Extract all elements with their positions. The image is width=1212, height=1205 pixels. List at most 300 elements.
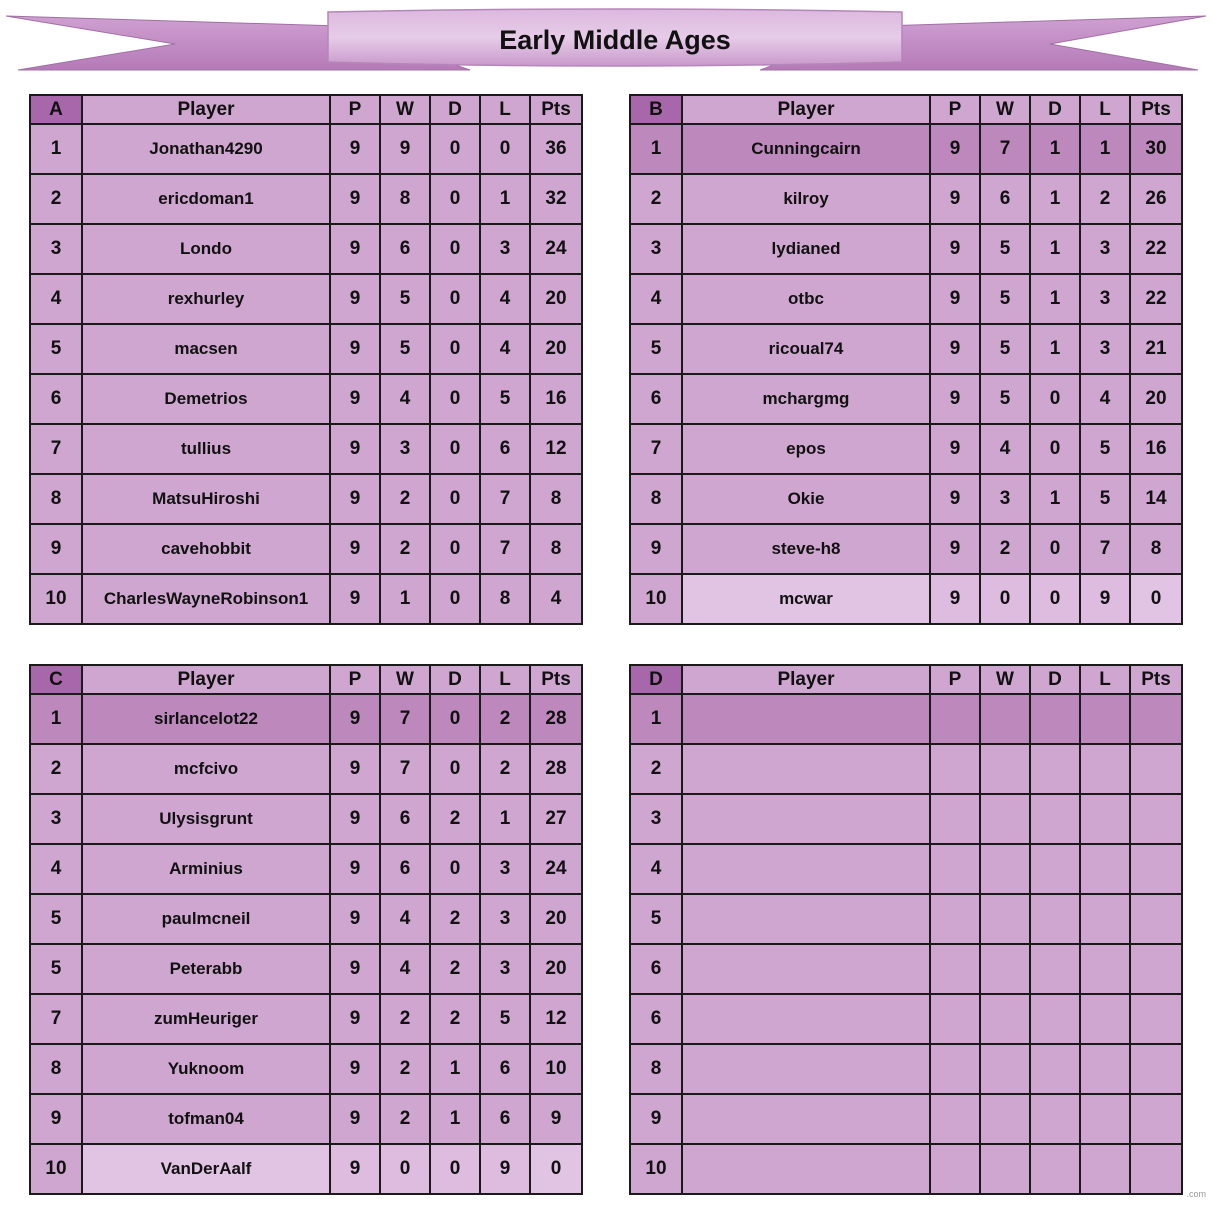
l-cell: 8 (480, 574, 530, 624)
d-cell (1030, 844, 1080, 894)
column-header-player: Player (682, 665, 930, 694)
d-cell: 1 (1030, 174, 1080, 224)
pts-cell: 10 (530, 1044, 582, 1094)
pts-cell: 28 (530, 744, 582, 794)
player-name-cell (682, 844, 930, 894)
position-cell: 8 (630, 474, 682, 524)
position-cell: 2 (30, 744, 82, 794)
pts-cell: 16 (1130, 424, 1182, 474)
l-cell (1080, 894, 1130, 944)
w-cell: 2 (380, 474, 430, 524)
position-cell: 2 (630, 744, 682, 794)
table-row (30, 1094, 582, 1144)
pts-cell: 0 (530, 1144, 582, 1194)
position-cell: 7 (630, 424, 682, 474)
table-row (630, 1094, 1182, 1144)
l-cell: 4 (480, 274, 530, 324)
p-cell: 9 (330, 844, 380, 894)
player-name-cell: Cunningcairn (682, 124, 930, 174)
player-name-cell: mchargmg (682, 374, 930, 424)
d-cell: 0 (430, 274, 480, 324)
table-row (630, 694, 1182, 744)
p-cell: 9 (330, 324, 380, 374)
position-cell: 2 (630, 174, 682, 224)
column-header-l: L (1080, 95, 1130, 124)
player-name-cell (682, 894, 930, 944)
column-header-player: Player (682, 95, 930, 124)
pts-cell (1130, 1044, 1182, 1094)
position-cell: 6 (630, 374, 682, 424)
w-cell (980, 1044, 1030, 1094)
d-cell: 0 (1030, 374, 1080, 424)
table-row (30, 574, 582, 624)
group-letter: D (630, 665, 682, 694)
d-cell: 0 (430, 424, 480, 474)
w-cell (980, 744, 1030, 794)
pts-cell: 20 (530, 274, 582, 324)
position-cell: 2 (30, 174, 82, 224)
column-header-pts: Pts (1130, 95, 1182, 124)
d-cell: 0 (430, 694, 480, 744)
pts-cell: 22 (1130, 224, 1182, 274)
w-cell: 3 (380, 424, 430, 474)
w-cell: 4 (380, 894, 430, 944)
table-row (30, 224, 582, 274)
p-cell: 9 (930, 174, 980, 224)
player-name-cell: mcwar (682, 574, 930, 624)
group-a-table (29, 94, 583, 625)
table-row (630, 1144, 1182, 1194)
p-cell (930, 1144, 980, 1194)
p-cell: 9 (930, 374, 980, 424)
l-cell: 3 (1080, 224, 1130, 274)
d-cell: 1 (1030, 224, 1080, 274)
player-name-cell: tofman04 (82, 1094, 330, 1144)
l-cell: 1 (1080, 124, 1130, 174)
pts-cell: 8 (530, 474, 582, 524)
pts-cell (1130, 694, 1182, 744)
p-cell: 9 (930, 274, 980, 324)
w-cell: 2 (380, 524, 430, 574)
l-cell: 2 (480, 744, 530, 794)
table-row (630, 224, 1182, 274)
column-header-pts: Pts (1130, 665, 1182, 694)
position-cell: 10 (630, 1144, 682, 1194)
pts-cell (1130, 1094, 1182, 1144)
column-header-p: P (330, 665, 380, 694)
d-cell (1030, 994, 1080, 1044)
d-cell (1030, 744, 1080, 794)
position-cell: 10 (30, 574, 82, 624)
d-cell: 0 (430, 324, 480, 374)
table-row (630, 994, 1182, 1044)
position-cell: 9 (30, 524, 82, 574)
position-cell: 5 (30, 944, 82, 994)
l-cell: 0 (480, 124, 530, 174)
table-row (630, 324, 1182, 374)
p-cell (930, 994, 980, 1044)
position-cell: 5 (30, 894, 82, 944)
position-cell: 8 (30, 1044, 82, 1094)
table-row (30, 424, 582, 474)
player-name-cell (682, 1094, 930, 1144)
column-header-pts: Pts (530, 665, 582, 694)
d-cell (1030, 1044, 1080, 1094)
d-cell: 0 (430, 374, 480, 424)
player-name-cell (682, 1044, 930, 1094)
pts-cell: 8 (1130, 524, 1182, 574)
table-row (630, 474, 1182, 524)
player-name-cell (682, 1144, 930, 1194)
l-cell: 3 (1080, 324, 1130, 374)
p-cell: 9 (330, 224, 380, 274)
p-cell (930, 894, 980, 944)
table-row (630, 944, 1182, 994)
column-header-l: L (480, 95, 530, 124)
pts-cell: 16 (530, 374, 582, 424)
p-cell: 9 (930, 124, 980, 174)
column-header-p: P (930, 665, 980, 694)
player-name-cell (682, 994, 930, 1044)
column-header-w: W (980, 95, 1030, 124)
d-cell (1030, 1144, 1080, 1194)
d-cell (1030, 1094, 1080, 1144)
l-cell: 5 (480, 374, 530, 424)
p-cell (930, 744, 980, 794)
position-cell: 8 (30, 474, 82, 524)
d-cell: 0 (430, 524, 480, 574)
d-cell (1030, 794, 1080, 844)
table-header-row (630, 95, 1182, 124)
pts-cell: 24 (530, 224, 582, 274)
column-header-p: P (330, 95, 380, 124)
position-cell: 1 (630, 124, 682, 174)
p-cell (930, 694, 980, 744)
w-cell (980, 944, 1030, 994)
table-row (630, 894, 1182, 944)
p-cell: 9 (330, 794, 380, 844)
position-cell: 6 (30, 374, 82, 424)
player-name-cell (682, 744, 930, 794)
w-cell: 7 (380, 694, 430, 744)
l-cell (1080, 944, 1130, 994)
position-cell: 10 (630, 574, 682, 624)
w-cell (980, 994, 1030, 1044)
w-cell: 4 (980, 424, 1030, 474)
player-name-cell: Londo (82, 224, 330, 274)
d-cell: 2 (430, 994, 480, 1044)
l-cell: 7 (480, 524, 530, 574)
w-cell: 5 (980, 324, 1030, 374)
p-cell: 9 (330, 1094, 380, 1144)
l-cell: 5 (1080, 474, 1130, 524)
pts-cell: 26 (1130, 174, 1182, 224)
l-cell: 5 (480, 994, 530, 1044)
p-cell: 9 (330, 424, 380, 474)
pts-cell (1130, 744, 1182, 794)
table-row (30, 474, 582, 524)
pts-cell (1130, 994, 1182, 1044)
player-name-cell: Jonathan4290 (82, 124, 330, 174)
l-cell: 3 (480, 844, 530, 894)
table-row (30, 944, 582, 994)
p-cell: 9 (330, 894, 380, 944)
l-cell: 7 (1080, 524, 1130, 574)
table-row (630, 744, 1182, 794)
p-cell (930, 844, 980, 894)
player-name-cell: CharlesWayneRobinson1 (82, 574, 330, 624)
p-cell: 9 (930, 324, 980, 374)
p-cell: 9 (330, 174, 380, 224)
table-row (30, 374, 582, 424)
d-cell: 0 (430, 224, 480, 274)
l-cell (1080, 1144, 1130, 1194)
d-cell: 0 (430, 844, 480, 894)
pts-cell (1130, 844, 1182, 894)
position-cell: 10 (30, 1144, 82, 1194)
pts-cell: 30 (1130, 124, 1182, 174)
l-cell: 1 (480, 174, 530, 224)
position-cell: 3 (30, 224, 82, 274)
table-header-row (630, 665, 1182, 694)
l-cell: 6 (480, 424, 530, 474)
table-row (30, 524, 582, 574)
position-cell: 1 (30, 124, 82, 174)
w-cell: 0 (380, 1144, 430, 1194)
player-name-cell: ricoual74 (682, 324, 930, 374)
w-cell: 3 (980, 474, 1030, 524)
pts-cell (1130, 794, 1182, 844)
p-cell: 9 (330, 374, 380, 424)
position-cell: 7 (30, 424, 82, 474)
w-cell: 5 (980, 274, 1030, 324)
column-header-d: D (430, 95, 480, 124)
pts-cell: 22 (1130, 274, 1182, 324)
d-cell: 0 (430, 574, 480, 624)
p-cell: 9 (930, 424, 980, 474)
table-row (30, 324, 582, 374)
pts-cell: 21 (1130, 324, 1182, 374)
l-cell: 3 (1080, 274, 1130, 324)
d-cell: 2 (430, 944, 480, 994)
position-cell: 8 (630, 1044, 682, 1094)
l-cell (1080, 694, 1130, 744)
position-cell: 3 (30, 794, 82, 844)
player-name-cell: Peterabb (82, 944, 330, 994)
group-letter: B (630, 95, 682, 124)
group-c-table (29, 664, 583, 1195)
d-cell (1030, 894, 1080, 944)
w-cell: 2 (380, 1044, 430, 1094)
column-header-l: L (1080, 665, 1130, 694)
l-cell: 6 (480, 1044, 530, 1094)
column-header-pts: Pts (530, 95, 582, 124)
p-cell (930, 944, 980, 994)
w-cell: 5 (980, 224, 1030, 274)
p-cell: 9 (330, 474, 380, 524)
l-cell: 2 (1080, 174, 1130, 224)
position-cell: 3 (630, 224, 682, 274)
pts-cell (1130, 944, 1182, 994)
w-cell: 4 (380, 944, 430, 994)
w-cell (980, 694, 1030, 744)
w-cell: 5 (380, 274, 430, 324)
l-cell: 9 (480, 1144, 530, 1194)
p-cell: 9 (930, 224, 980, 274)
table-row (630, 1044, 1182, 1094)
p-cell (930, 1094, 980, 1144)
table-row (30, 744, 582, 794)
table-row (630, 274, 1182, 324)
table-row (30, 124, 582, 174)
w-cell (980, 1094, 1030, 1144)
column-header-d: D (430, 665, 480, 694)
d-cell (1030, 694, 1080, 744)
player-name-cell: kilroy (682, 174, 930, 224)
d-cell: 2 (430, 894, 480, 944)
player-name-cell: zumHeuriger (82, 994, 330, 1044)
l-cell (1080, 1094, 1130, 1144)
pts-cell: 27 (530, 794, 582, 844)
w-cell: 5 (380, 324, 430, 374)
l-cell: 3 (480, 224, 530, 274)
l-cell: 7 (480, 474, 530, 524)
column-header-player: Player (82, 95, 330, 124)
d-cell: 0 (430, 744, 480, 794)
d-cell: 1 (430, 1044, 480, 1094)
w-cell: 2 (380, 994, 430, 1044)
table-header-row (30, 95, 582, 124)
d-cell: 2 (430, 794, 480, 844)
player-name-cell: cavehobbit (82, 524, 330, 574)
pts-cell: 9 (530, 1094, 582, 1144)
d-cell: 0 (430, 1144, 480, 1194)
pts-cell: 28 (530, 694, 582, 744)
pts-cell: 12 (530, 424, 582, 474)
player-name-cell: steve-h8 (682, 524, 930, 574)
w-cell: 6 (380, 844, 430, 894)
table-row (30, 694, 582, 744)
position-cell: 9 (630, 1094, 682, 1144)
pts-cell (1130, 1144, 1182, 1194)
group-b-table (629, 94, 1183, 625)
pts-cell: 14 (1130, 474, 1182, 524)
d-cell: 1 (1030, 324, 1080, 374)
d-cell: 0 (1030, 574, 1080, 624)
player-name-cell (682, 794, 930, 844)
group-letter: A (30, 95, 82, 124)
player-name-cell: mcfcivo (82, 744, 330, 794)
w-cell (980, 844, 1030, 894)
w-cell: 0 (980, 574, 1030, 624)
table-row (630, 574, 1182, 624)
player-name-cell: sirlancelot22 (82, 694, 330, 744)
position-cell: 7 (30, 994, 82, 1044)
d-cell: 1 (1030, 124, 1080, 174)
table-row (30, 844, 582, 894)
l-cell: 4 (1080, 374, 1130, 424)
l-cell (1080, 844, 1130, 894)
p-cell: 9 (330, 994, 380, 1044)
page-title: Early Middle Ages (499, 25, 731, 55)
p-cell: 9 (330, 744, 380, 794)
position-cell: 4 (630, 844, 682, 894)
l-cell: 3 (480, 944, 530, 994)
column-header-d: D (1030, 95, 1080, 124)
table-row (630, 124, 1182, 174)
l-cell (1080, 744, 1130, 794)
w-cell: 5 (980, 374, 1030, 424)
p-cell: 9 (330, 1044, 380, 1094)
player-name-cell: Ulysisgrunt (82, 794, 330, 844)
position-cell: 6 (630, 994, 682, 1044)
pts-cell (1130, 894, 1182, 944)
w-cell: 4 (380, 374, 430, 424)
d-cell: 0 (1030, 524, 1080, 574)
pts-cell: 36 (530, 124, 582, 174)
position-cell: 9 (30, 1094, 82, 1144)
table-row (630, 524, 1182, 574)
p-cell: 9 (330, 694, 380, 744)
pts-cell: 8 (530, 524, 582, 574)
pts-cell: 32 (530, 174, 582, 224)
copyright-text: .com (1186, 1189, 1206, 1199)
p-cell (930, 1044, 980, 1094)
p-cell: 9 (930, 474, 980, 524)
player-name-cell: otbc (682, 274, 930, 324)
d-cell: 0 (430, 474, 480, 524)
table-row (630, 794, 1182, 844)
p-cell (930, 794, 980, 844)
d-cell: 0 (1030, 424, 1080, 474)
column-header-p: P (930, 95, 980, 124)
player-name-cell: MatsuHiroshi (82, 474, 330, 524)
w-cell: 1 (380, 574, 430, 624)
pts-cell: 12 (530, 994, 582, 1044)
l-cell: 9 (1080, 574, 1130, 624)
position-cell: 4 (30, 274, 82, 324)
d-cell: 0 (430, 124, 480, 174)
l-cell: 6 (480, 1094, 530, 1144)
player-name-cell: Okie (682, 474, 930, 524)
position-cell: 4 (630, 274, 682, 324)
d-cell: 1 (1030, 474, 1080, 524)
w-cell: 7 (380, 744, 430, 794)
table-row (630, 374, 1182, 424)
w-cell: 9 (380, 124, 430, 174)
position-cell: 5 (630, 324, 682, 374)
position-cell: 9 (630, 524, 682, 574)
player-name-cell: Demetrios (82, 374, 330, 424)
p-cell: 9 (330, 124, 380, 174)
l-cell: 4 (480, 324, 530, 374)
column-header-w: W (980, 665, 1030, 694)
pts-cell: 24 (530, 844, 582, 894)
table-row (630, 174, 1182, 224)
l-cell: 3 (480, 894, 530, 944)
w-cell: 6 (980, 174, 1030, 224)
table-row (30, 894, 582, 944)
pts-cell: 20 (1130, 374, 1182, 424)
player-name-cell: ericdoman1 (82, 174, 330, 224)
player-name-cell (682, 694, 930, 744)
w-cell (980, 1144, 1030, 1194)
position-cell: 5 (630, 894, 682, 944)
player-name-cell: paulmcneil (82, 894, 330, 944)
l-cell (1080, 1044, 1130, 1094)
p-cell: 9 (330, 944, 380, 994)
p-cell: 9 (330, 524, 380, 574)
